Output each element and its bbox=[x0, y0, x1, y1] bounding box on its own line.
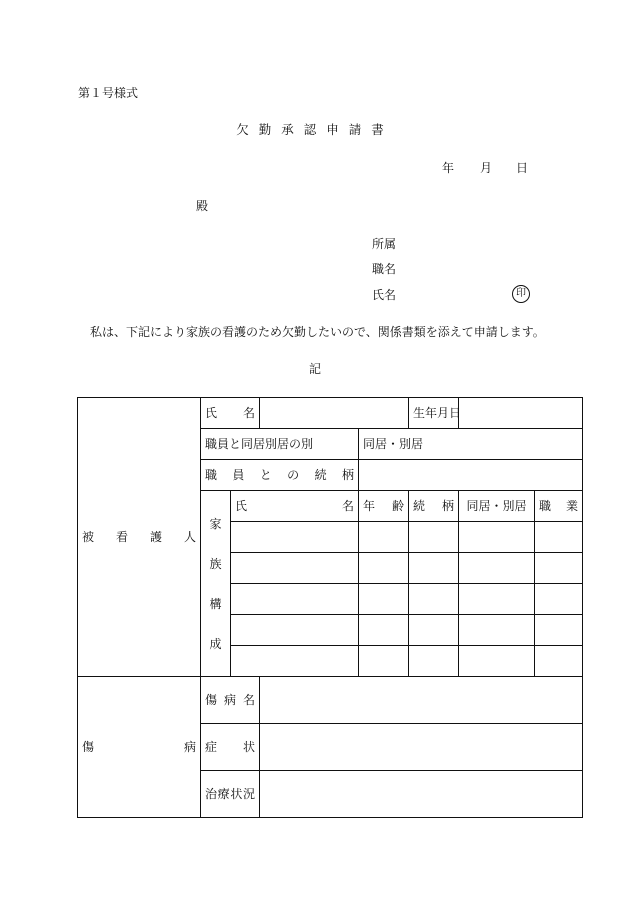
illness-heading-char: 病 bbox=[183, 740, 196, 754]
illness-name-label-char: 名 bbox=[242, 693, 255, 707]
seal-mark: 印 bbox=[512, 285, 530, 303]
patient-name-label-char: 名 bbox=[242, 406, 255, 420]
family-name-header bbox=[231, 491, 359, 522]
treatment-label-char: 況 bbox=[242, 787, 255, 801]
family-name-field[interactable] bbox=[231, 646, 359, 677]
position-label: 職名 bbox=[372, 262, 397, 276]
illness-heading-char: 傷 bbox=[82, 740, 95, 754]
family-label-char: 族 bbox=[209, 556, 222, 571]
family-name-header-char: 氏 bbox=[235, 499, 248, 513]
family-name-header-char: 名 bbox=[341, 499, 354, 513]
cohabit-label-cell: 職員と同居別居の別 bbox=[201, 429, 359, 460]
family-age-field[interactable] bbox=[359, 584, 409, 615]
illness-name-label-cell bbox=[201, 677, 260, 724]
application-statement: 私は、下記により家族の看護のため欠勤したいので、関係書類を添えて申請します。 bbox=[90, 325, 545, 339]
family-label-cell bbox=[201, 491, 231, 677]
relation-label-char: 柄 bbox=[341, 468, 354, 482]
ki-heading: 記 bbox=[308, 362, 321, 376]
patient-name-label-char: 氏 bbox=[205, 406, 218, 420]
family-relation-header-char: 続 bbox=[413, 499, 426, 513]
family-occupation-field[interactable] bbox=[535, 522, 583, 553]
symptoms-label-char: 状 bbox=[242, 740, 255, 754]
birth-date-label-char: 月 bbox=[437, 406, 450, 420]
family-occupation-header-char: 職 bbox=[539, 499, 552, 513]
family-label-char: 構 bbox=[209, 596, 222, 611]
family-age-field[interactable] bbox=[359, 646, 409, 677]
family-relation-field[interactable] bbox=[409, 584, 459, 615]
family-label-char: 成 bbox=[209, 636, 222, 651]
family-cohabit-field[interactable] bbox=[459, 553, 535, 584]
family-cohabit-field[interactable] bbox=[459, 646, 535, 677]
name-label: 氏名 bbox=[372, 288, 397, 302]
family-age-header-char: 齢 bbox=[391, 499, 404, 513]
birth-date-label-char: 日 bbox=[449, 406, 462, 420]
family-relation-field[interactable] bbox=[409, 553, 459, 584]
family-relation-header-char: 柄 bbox=[441, 499, 454, 513]
patient-heading-char: 被 bbox=[82, 530, 95, 544]
patient-heading-char: 看 bbox=[115, 530, 128, 544]
treatment-label-cell bbox=[201, 771, 260, 818]
birth-date-label-cell bbox=[409, 398, 462, 429]
date-year-label: 年 bbox=[442, 161, 455, 175]
relation-label-char: 員 bbox=[232, 468, 245, 482]
affiliation-label: 所属 bbox=[372, 237, 397, 251]
patient-name-field[interactable] bbox=[260, 398, 409, 429]
family-occupation-field[interactable] bbox=[535, 584, 583, 615]
treatment-label-char: 状 bbox=[230, 787, 243, 801]
family-age-field[interactable] bbox=[359, 615, 409, 646]
treatment-label-char: 療 bbox=[217, 787, 230, 801]
relation-label-char: の bbox=[287, 468, 300, 482]
family-relation-field[interactable] bbox=[409, 646, 459, 677]
family-cohabit-header: 同居・別居 bbox=[459, 491, 535, 522]
symptoms-label-cell bbox=[201, 724, 260, 771]
family-occupation-field[interactable] bbox=[535, 646, 583, 677]
family-cohabit-field[interactable] bbox=[459, 584, 535, 615]
patient-name-label-cell bbox=[201, 398, 260, 429]
patient-heading-cell bbox=[78, 398, 201, 677]
family-label-char: 家 bbox=[209, 516, 222, 531]
family-name-field[interactable] bbox=[231, 584, 359, 615]
relation-label-char: 続 bbox=[314, 468, 327, 482]
family-age-field[interactable] bbox=[359, 522, 409, 553]
family-occupation-header bbox=[535, 491, 583, 522]
birth-date-field[interactable] bbox=[459, 398, 583, 429]
family-age-field[interactable] bbox=[359, 553, 409, 584]
family-occupation-field[interactable] bbox=[535, 553, 583, 584]
cohabit-value-field[interactable]: 同居・別居 bbox=[359, 429, 583, 460]
addressee-suffix: 殿 bbox=[196, 199, 209, 213]
illness-name-label-char: 傷 bbox=[205, 693, 218, 707]
form-number: 第１号様式 bbox=[78, 86, 139, 100]
illness-name-label-char: 病 bbox=[223, 693, 236, 707]
family-age-header-char: 年 bbox=[363, 499, 376, 513]
patient-heading bbox=[82, 531, 196, 543]
family-name-field[interactable] bbox=[231, 615, 359, 646]
symptoms-field[interactable] bbox=[260, 724, 583, 771]
birth-date-label-char: 生 bbox=[413, 406, 426, 420]
patient-heading-char: 人 bbox=[183, 530, 196, 544]
family-cohabit-field[interactable] bbox=[459, 615, 535, 646]
family-cohabit-field[interactable] bbox=[459, 522, 535, 553]
family-relation-header bbox=[409, 491, 459, 522]
family-occupation-header-char: 業 bbox=[565, 499, 578, 513]
family-name-field[interactable] bbox=[231, 522, 359, 553]
treatment-field[interactable] bbox=[260, 771, 583, 818]
date-month-label: 月 bbox=[480, 161, 493, 175]
family-age-header bbox=[359, 491, 409, 522]
document-title: 欠勤承認申請書 bbox=[236, 122, 394, 137]
symptoms-label-char: 症 bbox=[205, 740, 218, 754]
date-day-label: 日 bbox=[516, 161, 529, 175]
relation-label-char: 職 bbox=[205, 468, 218, 482]
family-occupation-field[interactable] bbox=[535, 615, 583, 646]
family-relation-field[interactable] bbox=[409, 522, 459, 553]
relation-label-cell bbox=[201, 460, 359, 491]
patient-heading-char: 護 bbox=[149, 530, 162, 544]
treatment-label-char: 治 bbox=[205, 787, 218, 801]
family-relation-field[interactable] bbox=[409, 615, 459, 646]
family-name-field[interactable] bbox=[231, 553, 359, 584]
birth-date-label-char: 年 bbox=[425, 406, 438, 420]
relation-value-field[interactable] bbox=[359, 460, 583, 491]
relation-label-char: と bbox=[259, 468, 272, 482]
illness-name-field[interactable] bbox=[260, 677, 583, 724]
application-form-table bbox=[77, 397, 583, 818]
illness-heading-cell bbox=[78, 677, 201, 818]
